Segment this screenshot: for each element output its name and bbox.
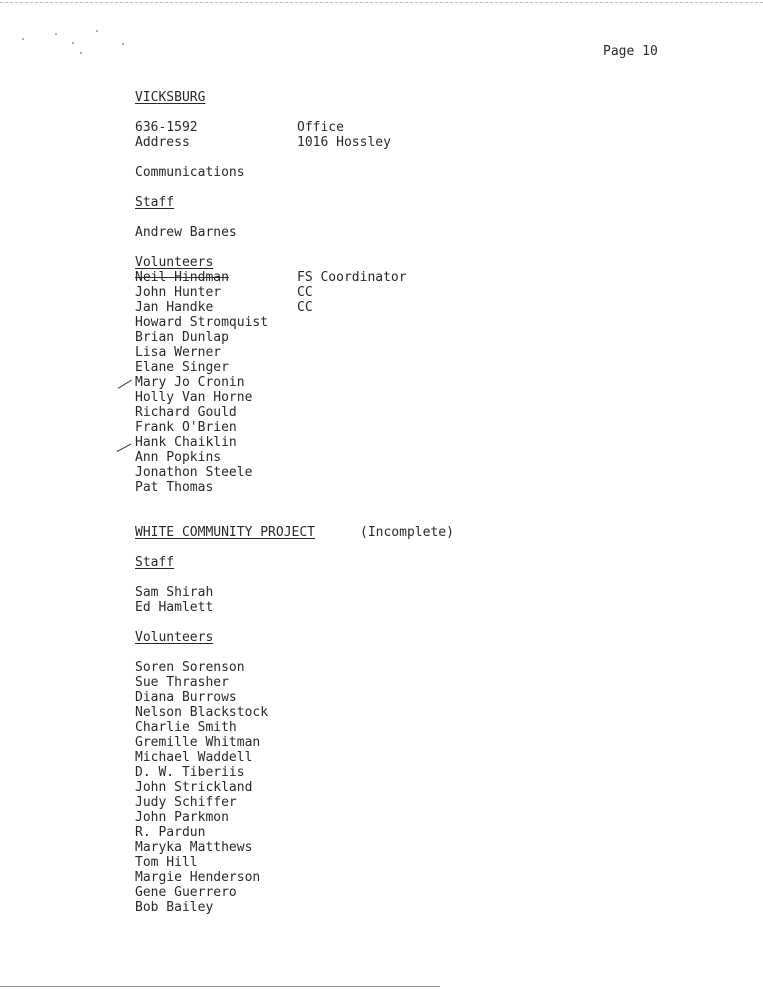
volunteer-name: Maryka Matthews [135, 840, 253, 855]
volunteers-heading-vicksburg: Volunteers [135, 255, 214, 270]
volunteer-name: Lisa Werner [135, 345, 222, 360]
staff-member: Sam Shirah [135, 585, 214, 600]
volunteer-name: Pat Thomas [135, 480, 214, 495]
volunteer-name: Soren Sorenson [135, 660, 245, 675]
volunteer-name: Holly Van Horne [135, 390, 253, 405]
staff-member: Ed Hamlett [135, 600, 214, 615]
scan-speck [55, 33, 57, 35]
volunteer-role: CC [297, 300, 313, 315]
staff-heading-vicksburg: Staff [135, 195, 175, 210]
volunteer-name: Jan Handke [135, 300, 214, 315]
bottom-edge-rule [0, 986, 440, 987]
volunteer-role: FS Coordinator [297, 270, 407, 285]
section-note: (Incomplete) [360, 525, 454, 540]
volunteer-name: Richard Gould [135, 405, 237, 420]
volunteer-name: Elane Singer [135, 360, 229, 375]
volunteer-name: D. W. Tiberiis [135, 765, 245, 780]
volunteer-name: Margie Henderson [135, 870, 261, 885]
volunteer-name: Sue Thrasher [135, 675, 229, 690]
phone-label: Office [297, 120, 344, 135]
volunteer-name: Hank Chaiklin [135, 435, 237, 450]
volunteer-name: R. Pardun [135, 825, 206, 840]
volunteer-name: Howard Stromquist [135, 315, 269, 330]
volunteer-name: Brian Dunlap [135, 330, 229, 345]
scan-speck [22, 38, 24, 40]
volunteer-name: Jonathon Steele [135, 465, 253, 480]
volunteer-name: John Strickland [135, 780, 253, 795]
volunteer-name: Gremille Whitman [135, 735, 261, 750]
volunteer-name: Gene Guerrero [135, 885, 237, 900]
volunteers-heading-white-community: Volunteers [135, 630, 214, 645]
communications-label: Communications [135, 165, 245, 180]
check-mark-icon [117, 444, 132, 452]
volunteer-name: John Hunter [135, 285, 222, 300]
top-edge-rule [0, 2, 763, 3]
address-label: Address [135, 135, 190, 150]
section-heading-white-community: WHITE COMMUNITY PROJECT [135, 525, 316, 540]
volunteer-name: Charlie Smith [135, 720, 237, 735]
phone-number: 636-1592 [135, 120, 198, 135]
volunteer-name: Diana Burrows [135, 690, 237, 705]
volunteer-role: CC [297, 285, 313, 300]
volunteer-name: Bob Bailey [135, 900, 214, 915]
staff-heading-white-community: Staff [135, 555, 175, 570]
volunteer-name: Frank O'Brien [135, 420, 237, 435]
page-number: Page 10 [603, 44, 658, 59]
volunteer-name: John Parkmon [135, 810, 229, 825]
check-mark-icon [118, 380, 132, 389]
volunteer-name: Mary Jo Cronin [135, 375, 245, 390]
section-heading-vicksburg: VICKSBURG [135, 90, 206, 105]
volunteer-name: Tom Hill [135, 855, 198, 870]
volunteer-name: Neil Hindman [135, 270, 229, 285]
scan-speck [72, 42, 74, 44]
volunteer-name: Nelson Blackstock [135, 705, 269, 720]
scan-speck [122, 43, 124, 45]
volunteer-name: Michael Waddell [135, 750, 253, 765]
volunteer-name: Judy Schiffer [135, 795, 237, 810]
volunteer-name: Ann Popkins [135, 450, 222, 465]
scan-speck [96, 30, 98, 32]
staff-member: Andrew Barnes [135, 225, 237, 240]
scan-speck [80, 52, 82, 54]
address-value: 1016 Hossley [297, 135, 391, 150]
